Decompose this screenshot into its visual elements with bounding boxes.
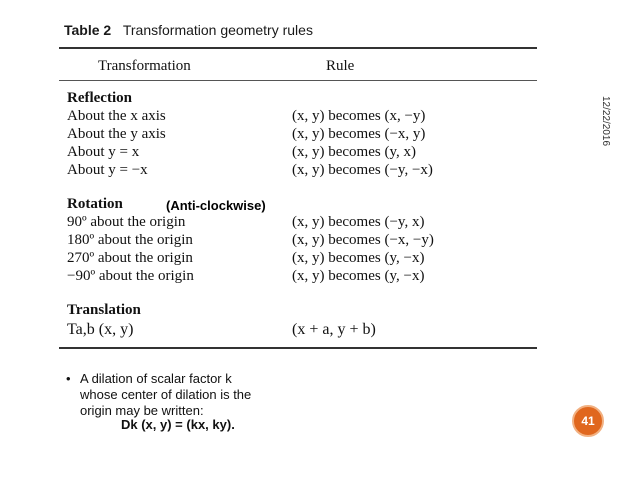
row-transformation: About the y axis xyxy=(67,126,166,142)
page-number-badge: 41 xyxy=(572,405,604,437)
section-rotation xyxy=(67,195,537,285)
table-row xyxy=(67,213,537,231)
row-rule: (x, y) becomes (x, −y) xyxy=(292,108,426,124)
bullet-line-2: whose center of dilation is the xyxy=(80,387,252,402)
table-row xyxy=(67,249,537,267)
section-reflection xyxy=(67,89,537,179)
row-rule: (x, y) becomes (y, −x) xyxy=(292,250,425,266)
row-transformation: −90º about the origin xyxy=(67,268,194,284)
anti-clockwise-annotation: (Anti-clockwise) xyxy=(166,198,266,213)
dilation-formula: Dk (x, y) = (kx, ky). xyxy=(121,417,235,432)
row-transformation: 180º about the origin xyxy=(67,232,193,248)
row-transformation: About y = x xyxy=(67,144,140,160)
column-header-transformation: Transformation xyxy=(98,58,191,74)
row-rule: (x, y) becomes (y, x) xyxy=(292,144,416,160)
bullet-line-3: origin may be written: xyxy=(80,403,204,418)
section-title-translation: Translation xyxy=(67,302,141,318)
table-header-rule xyxy=(59,80,537,81)
bullet-line-1: A dilation of scalar factor k xyxy=(80,371,232,386)
table-title xyxy=(64,22,313,38)
table-row xyxy=(67,107,537,125)
row-transformation: 270º about the origin xyxy=(67,250,193,266)
slide-date: 12/22/2016 xyxy=(600,96,611,147)
row-transformation: 90º about the origin xyxy=(67,214,186,230)
row-rule: (x, y) becomes (y, −x) xyxy=(292,268,425,284)
dilation-bullet xyxy=(66,371,251,419)
table-row xyxy=(67,231,537,249)
table-row xyxy=(67,267,537,285)
table-top-rule xyxy=(59,47,537,49)
table-bottom-rule xyxy=(59,347,537,349)
row-transformation: About y = −x xyxy=(67,162,148,178)
table-row xyxy=(67,125,537,143)
section-title-rotation: Rotation xyxy=(67,196,123,212)
table-row xyxy=(67,161,537,179)
section-translation xyxy=(67,301,537,341)
table-row xyxy=(67,319,537,341)
table-title-number: Table 2 xyxy=(64,22,112,38)
row-rule: (x, y) becomes (−y, −x) xyxy=(292,162,433,178)
table-title-text: Transformation geometry rules xyxy=(122,22,313,38)
row-rule: (x, y) becomes (−y, x) xyxy=(292,214,425,230)
row-transformation: Ta,b (x, y) xyxy=(67,321,134,338)
bullet-dot-icon: • xyxy=(66,371,71,386)
row-rule: (x, y) becomes (−x, y) xyxy=(292,126,426,142)
column-header-rule: Rule xyxy=(326,58,355,74)
row-rule: (x, y) becomes (−x, −y) xyxy=(292,232,434,248)
row-transformation: About the x axis xyxy=(67,108,166,124)
row-rule: (x + a, y + b) xyxy=(292,321,376,338)
table-row xyxy=(67,143,537,161)
section-title-reflection: Reflection xyxy=(67,90,132,106)
